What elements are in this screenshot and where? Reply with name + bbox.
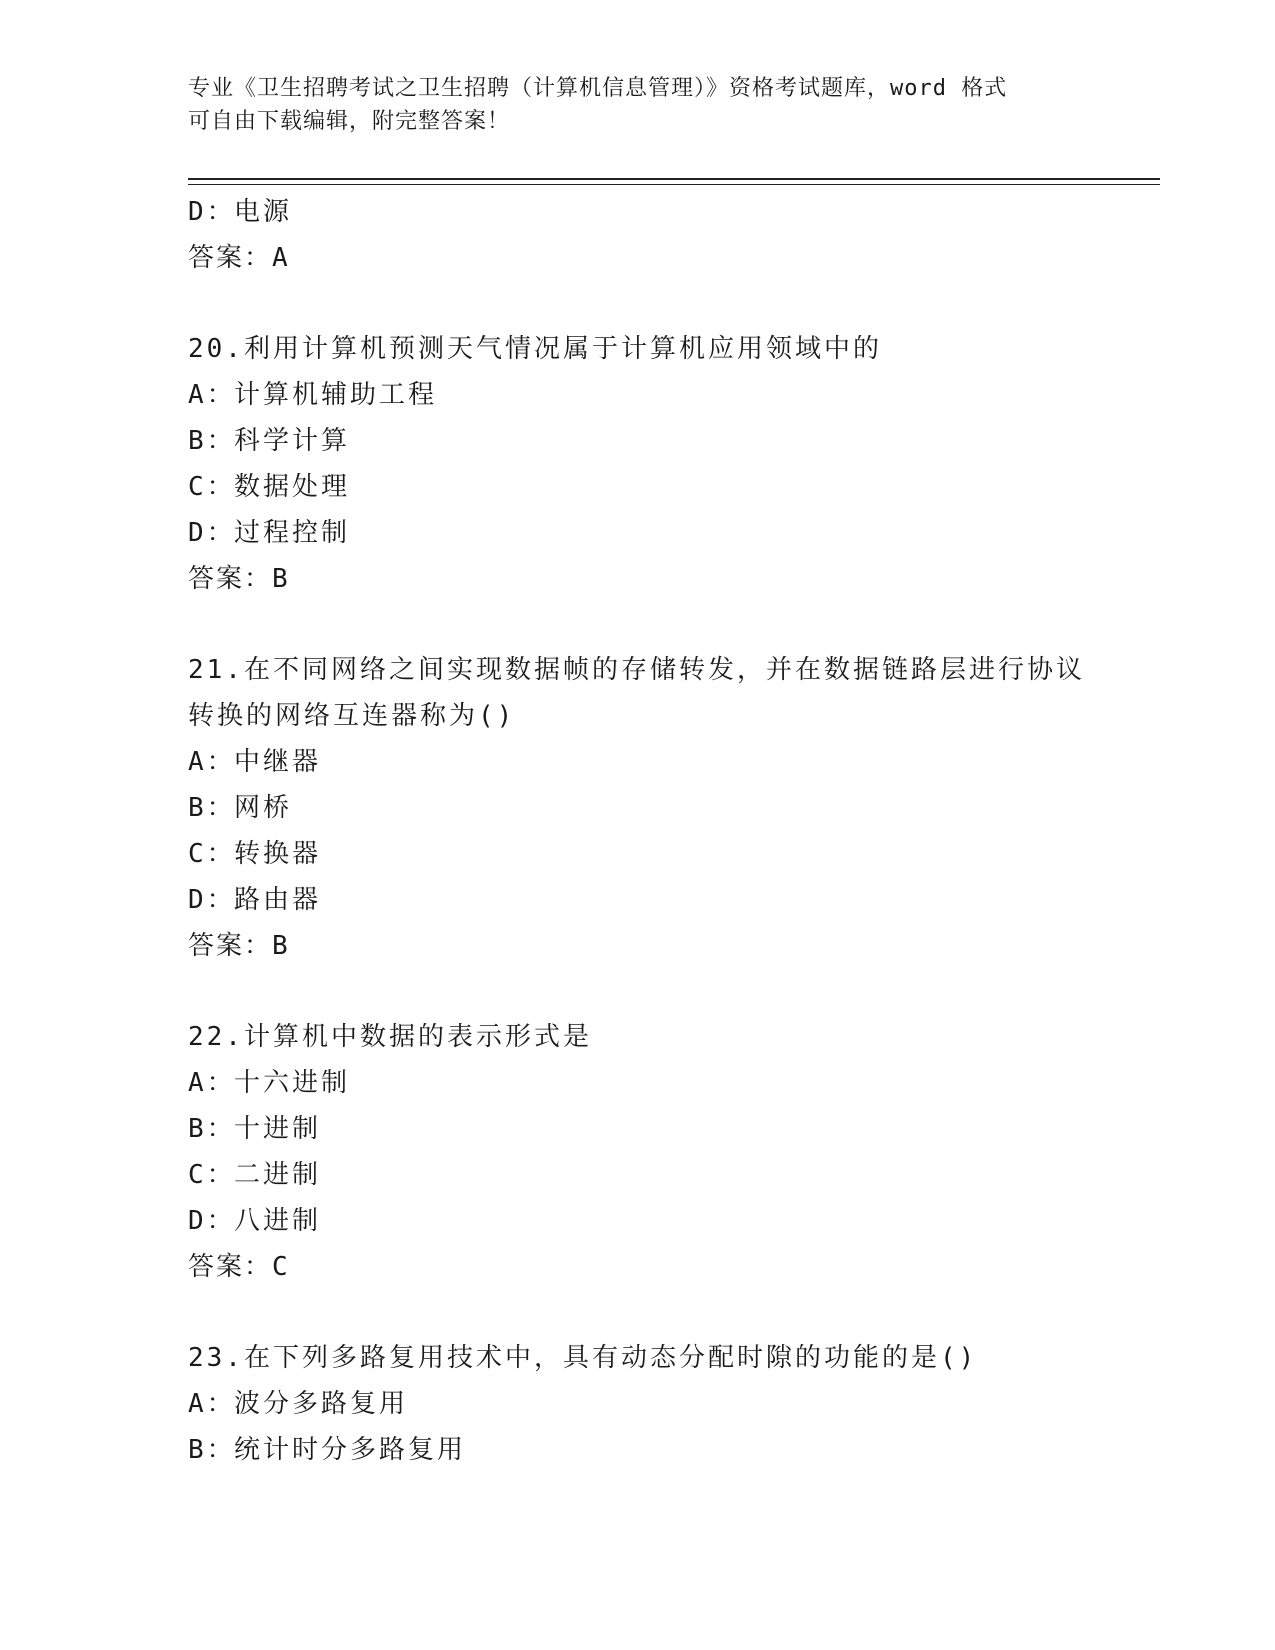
option-label: A： — [188, 1389, 236, 1419]
option-text: 二进制 — [234, 1160, 322, 1190]
option-a — [188, 739, 1088, 785]
option-d — [188, 189, 1088, 235]
option-text: 计算机辅助工程 — [234, 380, 438, 410]
header-line-1: 专业《卫生招聘考试之卫生招聘（计算机信息管理）》资格考试题库，word 格式 — [188, 76, 1008, 101]
option-text: 数据处理 — [234, 472, 351, 502]
option-label: C： — [188, 472, 236, 502]
question-block — [188, 647, 1088, 969]
option-c — [188, 464, 1088, 510]
answer: 答案：C — [188, 1252, 290, 1282]
option-text: 过程控制 — [234, 518, 351, 548]
option-label: D： — [188, 885, 236, 915]
option-label: A： — [188, 1068, 236, 1098]
option-label: A： — [188, 747, 236, 777]
question-stem: 23.在下列多路复用技术中，具有动态分配时隙的功能的是() — [188, 1343, 978, 1373]
option-text: 科学计算 — [234, 426, 351, 456]
partial-question — [188, 189, 1088, 281]
option-d — [188, 510, 1088, 556]
option-text: 波分多路复用 — [234, 1389, 409, 1419]
option-label: D： — [188, 1206, 236, 1236]
question-block — [188, 326, 1088, 602]
option-text: 八进制 — [234, 1206, 322, 1236]
option-label: C： — [188, 839, 236, 869]
option-text: 路由器 — [234, 885, 322, 915]
option-text: 十进制 — [234, 1114, 322, 1144]
option-b — [188, 1427, 1088, 1473]
question-stem: 20.利用计算机预测天气情况属于计算机应用领域中的 — [188, 334, 882, 364]
option-text: 电源 — [234, 197, 293, 227]
option-d — [188, 877, 1088, 923]
question-block — [188, 1014, 1088, 1290]
answer: 答案：B — [188, 564, 290, 594]
option-a — [188, 372, 1088, 418]
question-stem: 转换的网络互连器称为() — [188, 701, 516, 731]
question-stem: 22.计算机中数据的表示形式是 — [188, 1022, 592, 1052]
answer: 答案：B — [188, 931, 290, 961]
option-label: B： — [188, 1114, 236, 1144]
option-label: C： — [188, 1160, 236, 1190]
option-text: 十六进制 — [234, 1068, 351, 1098]
option-c — [188, 1152, 1088, 1198]
question-list — [188, 189, 1088, 1473]
page-header — [188, 72, 1068, 138]
option-text: 统计时分多路复用 — [234, 1435, 467, 1465]
option-c — [188, 831, 1088, 877]
question-block — [188, 1335, 1088, 1473]
option-text: 中继器 — [234, 747, 322, 777]
option-b — [188, 418, 1088, 464]
option-a — [188, 1381, 1088, 1427]
option-text: 网桥 — [234, 793, 293, 823]
option-b — [188, 785, 1088, 831]
option-label: D： — [188, 197, 236, 227]
option-b — [188, 1106, 1088, 1152]
option-label: B： — [188, 1435, 236, 1465]
option-label: B： — [188, 793, 236, 823]
option-label: B： — [188, 426, 236, 456]
question-stem: 21.在不同网络之间实现数据帧的存储转发，并在数据链路层进行协议 — [188, 655, 1085, 685]
header-divider-thin — [188, 184, 1160, 185]
header-line-2: 可自由下载编辑，附完整答案！ — [188, 109, 511, 134]
option-a — [188, 1060, 1088, 1106]
option-label: A： — [188, 380, 236, 410]
answer: 答案：A — [188, 243, 290, 273]
option-d — [188, 1198, 1088, 1244]
option-label: D： — [188, 518, 236, 548]
header-divider-thick — [188, 178, 1160, 180]
option-text: 转换器 — [234, 839, 322, 869]
